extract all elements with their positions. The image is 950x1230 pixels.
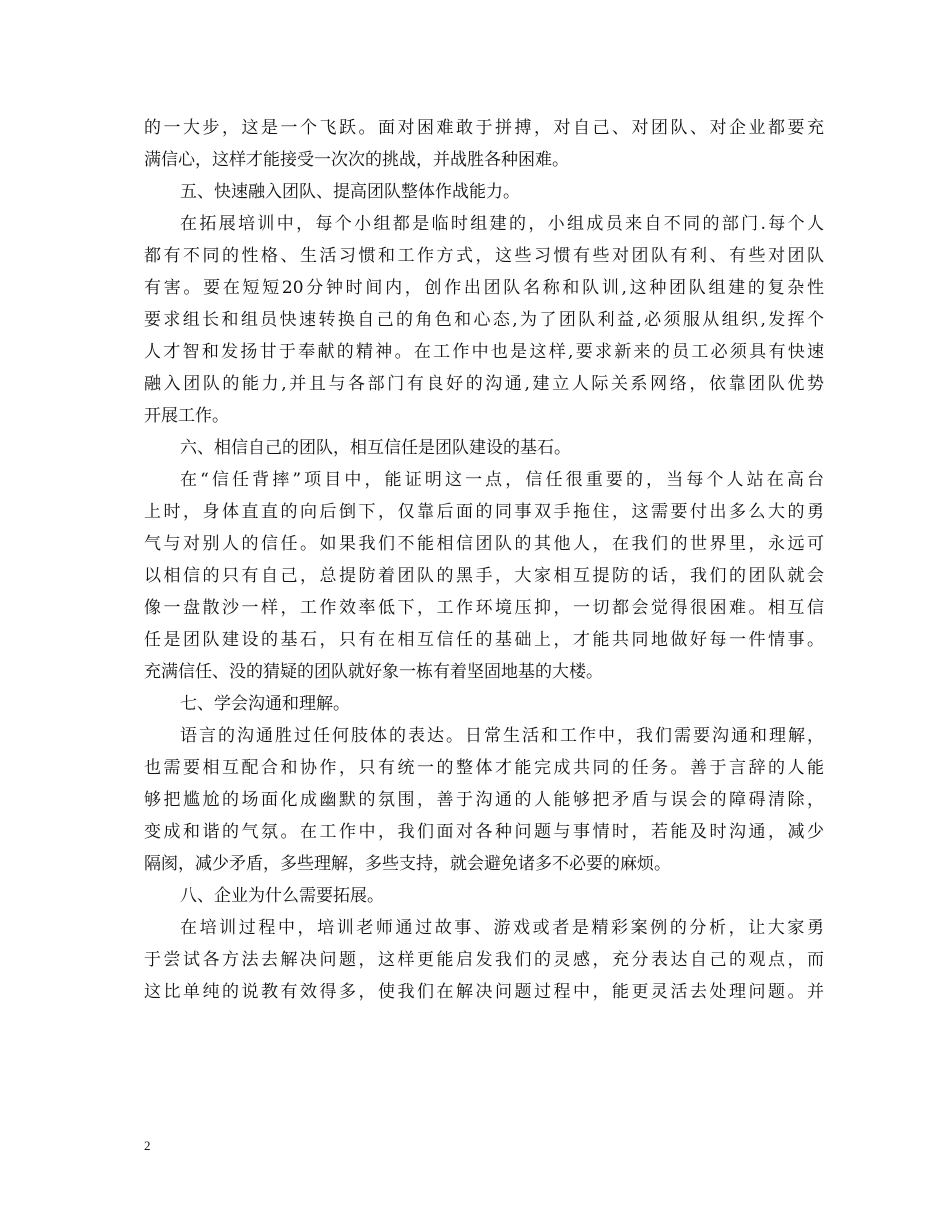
text-line: 在培训过程中，培训老师通过故事、游戏或者是精彩案例的分析，让大家勇 [180, 918, 824, 938]
text-line: 人才智和发扬甘于奉献的精神。在工作中也是这样,要求新来的员工必须具有快速 [144, 342, 824, 362]
text-line: 有害。要在短短20分钟时间内，创作出团队名称和队训,这种团队组建的复杂性 [144, 278, 824, 298]
text-line: 够把尴尬的场面化成幽默的氛围，善于沟通的人能够把矛盾与误会的障碍清除， [144, 790, 824, 810]
text-line: 语言的沟通胜过任何肢体的表达。日常生活和工作中，我们需要沟通和理解， [180, 726, 824, 746]
text-line: 像一盘散沙一样，工作效率低下，工作环境压抑，一切都会觉得很困难。相互信 [144, 598, 824, 618]
text-line: 于尝试各方法去解决问题，这样更能启发我们的灵感，充分表达自己的观点，而 [144, 950, 824, 970]
text-line: 要求组长和组员快速转换自己的角色和心态,为了团队利益,必须服从组织,发挥个 [144, 310, 824, 330]
text-line: 以相信的只有自己，总提防着团队的黑手，大家相互提防的话，我们的团队就会 [144, 566, 824, 586]
text-line: 在拓展培训中，每个小组都是临时组建的，小组成员来自不同的部门.每个人 [180, 214, 824, 234]
text-line: 都有不同的性格、生活习惯和工作方式，这些习惯有些对团队有利、有些对团队 [144, 246, 824, 266]
text-line: 这比单纯的说教有效得多，使我们在解决问题过程中，能更灵活去处理问题。并 [144, 982, 824, 1002]
text-line: 充满信任、没的猜疑的团队就好象一栋有着坚固地基的大楼。 [144, 662, 603, 682]
text-line: 在“信任背摔”项目中，能证明这一点，信任很重要的，当每个人站在高台 [180, 470, 824, 490]
text-line: 隔阂，减少矛盾，多些理解，多些支持，就会避免诸多不必要的麻烦。 [144, 854, 671, 874]
text-line: 开展工作。 [144, 406, 229, 426]
text-line: 变成和谐的气氛。在工作中，我们面对各种问题与事情时，若能及时沟通，减少 [144, 822, 824, 842]
text-line: 的一大步，这是一个飞跃。面对困难敢于拼搏，对自己、对团队、对企业都要充 [144, 118, 824, 138]
text-line: 任是团队建设的基石，只有在相互信任的基础上，才能共同地做好每一件情事。 [144, 630, 824, 650]
section-heading: 七、学会沟通和理解。 [180, 694, 350, 714]
page-number: 2 [144, 1138, 151, 1153]
text-line: 气与对别人的信任。如果我们不能相信团队的其他人，在我们的世界里，永远可 [144, 534, 824, 554]
body-text [144, 112, 824, 1008]
text-line: 满信心，这样才能接受一次次的挑战，并战胜各种困难。 [144, 150, 569, 170]
section-heading: 六、相信自己的团队，相互信任是团队建设的基石。 [180, 438, 571, 458]
section-heading: 八、企业为什么需要拓展。 [180, 886, 384, 906]
text-line: 也需要相互配合和协作，只有统一的整体才能完成共同的任务。善于言辞的人能 [144, 758, 824, 778]
section-heading: 五、快速融入团队、提高团队整体作战能力。 [180, 182, 520, 202]
text-line: 上时，身体直直的向后倒下，仅靠后面的同事双手拖住，这需要付出多么大的勇 [144, 502, 824, 522]
text-line: 融入团队的能力,并且与各部门有良好的沟通,建立人际关系网络，依靠团队优势 [144, 374, 824, 394]
